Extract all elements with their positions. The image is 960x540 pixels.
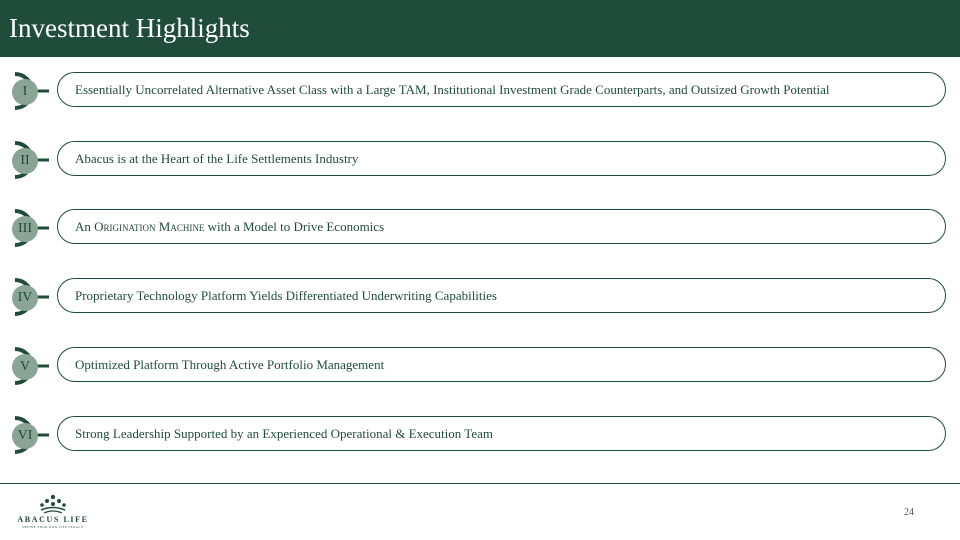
numeral-badge: III (12, 216, 38, 242)
numeral-badge: II (12, 148, 38, 174)
highlight-item-4 (0, 277, 960, 317)
numeral-badge: I (12, 79, 38, 105)
highlight-pill (57, 72, 946, 107)
highlight-text-after: with a Model to Drive Economics (204, 219, 385, 234)
highlight-item-5 (0, 346, 960, 386)
highlight-text: Proprietary Technology Platform Yields Differentiated Underwriting Capabilities (75, 288, 497, 303)
highlight-text: Abacus is at the Heart of the Life Settlements Industry (75, 151, 359, 166)
abacus-life-logo-icon (38, 494, 68, 514)
highlight-item-6 (0, 415, 960, 455)
highlight-text-before: An (75, 219, 95, 234)
title-bar (0, 0, 960, 57)
company-logo-tagline: DEFINE YOUR OWN LIFE LEGACY (22, 525, 84, 529)
highlight-pill (57, 416, 946, 451)
highlight-pill (57, 278, 946, 313)
highlight-item-2 (0, 140, 960, 180)
highlight-item-3 (0, 208, 960, 248)
footer-divider (0, 483, 960, 484)
numeral-badge: V (12, 354, 38, 380)
numeral-badge: IV (12, 285, 38, 311)
company-logo-name: ABACUS LIFE (17, 515, 89, 524)
page-number: 24 (904, 507, 914, 518)
numeral-badge: VI (12, 423, 38, 449)
page-title: Investment Highlights (9, 13, 250, 43)
highlight-pill (57, 141, 946, 176)
highlight-item-1 (0, 71, 960, 111)
highlight-text-emphasis: Origination Machine (94, 219, 205, 234)
highlight-text: Essentially Uncorrelated Alternative Asset Class with a Large TAM, Institutional Investment Grade Counterparts, and Outsized Growth Potential (75, 82, 830, 97)
highlight-pill (57, 209, 946, 244)
highlight-text: Strong Leadership Supported by an Experienced Operational & Execution Team (75, 426, 493, 441)
highlight-text: Optimized Platform Through Active Portfolio Management (75, 357, 385, 372)
highlight-pill (57, 347, 946, 382)
highlight-text (75, 210, 384, 243)
